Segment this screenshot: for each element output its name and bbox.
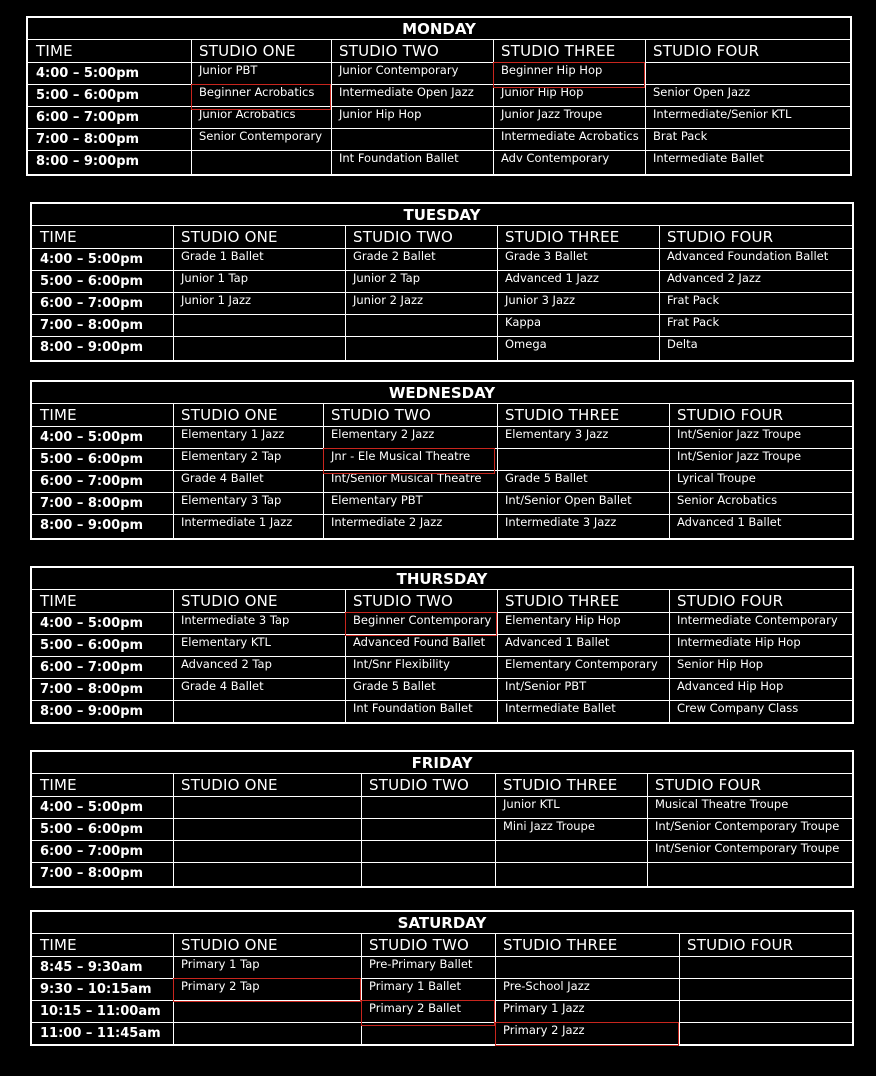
class-cell: Junior KTL	[503, 797, 560, 811]
class-cell: Pre-School Jazz	[503, 979, 590, 993]
time-slot: 8:00 – 9:00pm	[40, 340, 144, 355]
class-cell: Int/Snr Flexibility	[353, 657, 450, 671]
time-slot: 8:00 – 9:00pm	[36, 154, 140, 169]
column-divider	[497, 590, 498, 722]
class-cell: Junior Contemporary	[339, 63, 459, 77]
class-cell: Grade 4 Ballet	[181, 679, 264, 693]
column-header-time: TIME	[40, 776, 77, 794]
time-slot: 5:00 – 6:00pm	[36, 88, 140, 103]
highlight-outline	[191, 84, 331, 110]
column-header-studio-2: STUDIO TWO	[369, 936, 470, 954]
class-cell: Crew Company Class	[677, 701, 799, 715]
time-slot: 6:00 – 7:00pm	[40, 474, 144, 489]
time-slot: 7:00 – 8:00pm	[40, 318, 144, 333]
day-title: SATURDAY	[32, 912, 852, 934]
class-cell: Beginner Acrobatics	[199, 85, 315, 99]
class-cell: Mini Jazz Troupe	[503, 819, 595, 833]
highlight-outline	[345, 612, 497, 636]
class-cell: Advanced Hip Hop	[677, 679, 784, 693]
class-cell: Grade 1 Ballet	[181, 249, 264, 263]
highlight-outline	[493, 62, 645, 88]
day-table-monday	[26, 16, 852, 176]
class-cell: Beginner Contemporary	[353, 613, 492, 627]
time-slot: 7:00 – 8:00pm	[40, 866, 144, 881]
row-divider	[32, 314, 852, 315]
class-cell: Grade 2 Ballet	[353, 249, 436, 263]
class-cell: Elementary Hip Hop	[505, 613, 621, 627]
class-cell: Int/Senior Contemporary Troupe	[655, 819, 840, 833]
column-header-studio-3: STUDIO THREE	[503, 936, 618, 954]
column-header-time: TIME	[40, 592, 77, 610]
day-title: WEDNESDAY	[32, 382, 852, 404]
class-cell: Lyrical Troupe	[677, 471, 756, 485]
class-cell: Senior Hip Hop	[677, 657, 764, 671]
class-cell: Elementary 1 Jazz	[181, 427, 285, 441]
class-cell: Int/Senior PBT	[505, 679, 587, 693]
class-cell: Omega	[505, 337, 547, 351]
class-cell: Adv Contemporary	[501, 151, 610, 165]
class-cell: Junior Hip Hop	[501, 85, 584, 99]
column-header-studio-1: STUDIO ONE	[181, 406, 278, 424]
column-divider	[645, 40, 646, 174]
column-divider	[361, 774, 362, 886]
highlight-outline	[495, 1022, 679, 1046]
class-cell: Int/Senior Contemporary Troupe	[655, 841, 840, 855]
column-header-time: TIME	[36, 42, 73, 60]
time-slot: 6:00 – 7:00pm	[40, 660, 144, 675]
class-cell: Elementary 3 Tap	[181, 493, 282, 507]
time-slot: 5:00 – 6:00pm	[40, 638, 144, 653]
time-slot: 4:00 – 5:00pm	[40, 252, 144, 267]
column-divider	[173, 404, 174, 538]
class-cell: Grade 3 Ballet	[505, 249, 588, 263]
class-cell: Advanced 1 Jazz	[505, 271, 599, 285]
column-divider	[669, 404, 670, 538]
column-header-studio-3: STUDIO THREE	[505, 592, 620, 610]
class-cell: Elementary 2 Jazz	[331, 427, 435, 441]
column-divider	[173, 226, 174, 360]
column-divider	[331, 40, 332, 174]
row-divider	[32, 292, 852, 293]
class-cell: Senior Open Jazz	[653, 85, 751, 99]
column-header-studio-3: STUDIO THREE	[501, 42, 616, 60]
column-header-studio-4: STUDIO FOUR	[667, 228, 774, 246]
column-divider	[647, 774, 648, 886]
class-cell: Advanced 1 Ballet	[505, 635, 610, 649]
class-cell: Intermediate Open Jazz	[339, 85, 474, 99]
class-cell: Elementary 2 Tap	[181, 449, 282, 463]
class-cell: Int/Senior Jazz Troupe	[677, 449, 802, 463]
time-slot: 9:30 – 10:15am	[40, 982, 152, 997]
class-cell: Advanced Found Ballet	[353, 635, 486, 649]
class-cell: Intermediate 3 Tap	[181, 613, 290, 627]
column-header-time: TIME	[40, 936, 77, 954]
column-header-studio-1: STUDIO ONE	[181, 936, 278, 954]
day-table-tuesday	[30, 202, 854, 362]
class-cell: Primary 1 Tap	[181, 957, 260, 971]
class-cell: Junior 1 Tap	[181, 271, 249, 285]
class-cell: Jnr - Ele Musical Theatre	[331, 449, 471, 463]
class-cell: Advanced 2 Tap	[181, 657, 272, 671]
class-cell: Frat Pack	[667, 293, 720, 307]
class-cell: Intermediate/Senior KTL	[653, 107, 792, 121]
class-cell: Primary 2 Ballet	[369, 1001, 461, 1015]
row-divider	[32, 336, 852, 337]
column-divider	[669, 590, 670, 722]
time-slot: 4:00 – 5:00pm	[36, 66, 140, 81]
class-cell: Int Foundation Ballet	[339, 151, 459, 165]
class-cell: Intermediate Acrobatics	[501, 129, 639, 143]
column-header-studio-3: STUDIO THREE	[505, 228, 620, 246]
class-cell: Senior Acrobatics	[677, 493, 778, 507]
column-header-studio-2: STUDIO TWO	[353, 228, 454, 246]
class-cell: Int Foundation Ballet	[353, 701, 473, 715]
day-table-friday	[30, 750, 854, 888]
column-divider	[173, 774, 174, 886]
class-cell: Brat Pack	[653, 129, 708, 143]
class-cell: Junior 2 Jazz	[353, 293, 424, 307]
class-cell: Grade 5 Ballet	[505, 471, 588, 485]
day-table-thursday	[30, 566, 854, 724]
column-divider	[493, 40, 494, 174]
row-divider	[32, 862, 852, 863]
class-cell: Primary 2 Jazz	[503, 1023, 585, 1037]
column-header-studio-4: STUDIO FOUR	[655, 776, 762, 794]
column-header-studio-1: STUDIO ONE	[181, 592, 278, 610]
column-header-studio-4: STUDIO FOUR	[653, 42, 760, 60]
time-slot: 8:00 – 9:00pm	[40, 704, 144, 719]
class-cell: Elementary Contemporary	[505, 657, 658, 671]
class-cell: Musical Theatre Troupe	[655, 797, 789, 811]
class-cell: Junior Jazz Troupe	[501, 107, 603, 121]
time-slot: 5:00 – 6:00pm	[40, 274, 144, 289]
class-cell: Intermediate Ballet	[505, 701, 616, 715]
column-divider	[345, 226, 346, 360]
row-divider	[28, 128, 850, 129]
column-header-studio-4: STUDIO FOUR	[687, 936, 794, 954]
class-cell: Advanced Foundation Ballet	[667, 249, 829, 263]
class-cell: Int/Senior Open Ballet	[505, 493, 632, 507]
column-header-studio-4: STUDIO FOUR	[677, 592, 784, 610]
column-divider	[497, 226, 498, 360]
class-cell: Primary 2 Tap	[181, 979, 260, 993]
class-cell: Junior 1 Jazz	[181, 293, 252, 307]
class-cell: Elementary KTL	[181, 635, 271, 649]
column-header-studio-3: STUDIO THREE	[505, 406, 620, 424]
column-header-studio-1: STUDIO ONE	[181, 776, 278, 794]
class-cell: Junior PBT	[199, 63, 258, 77]
class-cell: Int/Senior Musical Theatre	[331, 471, 482, 485]
column-header-studio-2: STUDIO TWO	[339, 42, 440, 60]
day-title: TUESDAY	[32, 204, 852, 226]
time-slot: 6:00 – 7:00pm	[36, 110, 140, 125]
highlight-outline	[173, 978, 361, 1002]
time-slot: 4:00 – 5:00pm	[40, 430, 144, 445]
column-header-studio-3: STUDIO THREE	[503, 776, 618, 794]
time-slot: 8:45 – 9:30am	[40, 960, 143, 975]
column-divider	[345, 590, 346, 722]
class-cell: Intermediate 3 Jazz	[505, 515, 617, 529]
class-cell: Elementary 3 Jazz	[505, 427, 609, 441]
column-header-studio-4: STUDIO FOUR	[677, 406, 784, 424]
day-title: THURSDAY	[32, 568, 852, 590]
class-cell: Frat Pack	[667, 315, 720, 329]
time-slot: 11:00 – 11:45am	[40, 1026, 161, 1041]
class-cell: Intermediate Ballet	[653, 151, 764, 165]
time-slot: 4:00 – 5:00pm	[40, 800, 144, 815]
class-cell: Kappa	[505, 315, 542, 329]
time-slot: 10:15 – 11:00am	[40, 1004, 161, 1019]
highlight-outline	[361, 1000, 495, 1026]
column-header-studio-1: STUDIO ONE	[181, 228, 278, 246]
column-divider	[497, 404, 498, 538]
time-slot: 5:00 – 6:00pm	[40, 452, 144, 467]
time-slot: 8:00 – 9:00pm	[40, 518, 144, 533]
time-slot: 5:00 – 6:00pm	[40, 822, 144, 837]
time-slot: 7:00 – 8:00pm	[36, 132, 140, 147]
time-slot: 7:00 – 8:00pm	[40, 682, 144, 697]
time-slot: 6:00 – 7:00pm	[40, 296, 144, 311]
class-cell: Advanced 2 Jazz	[667, 271, 761, 285]
day-title: FRIDAY	[32, 752, 852, 774]
column-header-studio-2: STUDIO TWO	[353, 592, 454, 610]
class-cell: Intermediate Hip Hop	[677, 635, 801, 649]
time-slot: 4:00 – 5:00pm	[40, 616, 144, 631]
class-cell: Grade 4 Ballet	[181, 471, 264, 485]
class-cell: Senior Contemporary	[199, 129, 323, 143]
column-header-time: TIME	[40, 406, 77, 424]
time-slot: 7:00 – 8:00pm	[40, 496, 144, 511]
class-cell: Junior Hip Hop	[339, 107, 422, 121]
highlight-outline	[323, 448, 495, 474]
column-header-studio-1: STUDIO ONE	[199, 42, 296, 60]
column-divider	[659, 226, 660, 360]
class-cell: Intermediate Contemporary	[677, 613, 838, 627]
column-header-studio-2: STUDIO TWO	[369, 776, 470, 794]
column-divider	[173, 590, 174, 722]
class-cell: Delta	[667, 337, 698, 351]
class-cell: Int/Senior Jazz Troupe	[677, 427, 802, 441]
class-cell: Primary 1 Jazz	[503, 1001, 585, 1015]
column-header-time: TIME	[40, 228, 77, 246]
class-cell: Advanced 1 Ballet	[677, 515, 782, 529]
column-divider	[679, 934, 680, 1044]
class-cell: Junior 2 Tap	[353, 271, 421, 285]
column-header-studio-2: STUDIO TWO	[331, 406, 432, 424]
class-cell: Beginner Hip Hop	[501, 63, 603, 77]
class-cell: Primary 1 Ballet	[369, 979, 461, 993]
class-cell: Intermediate 1 Jazz	[181, 515, 293, 529]
class-cell: Grade 5 Ballet	[353, 679, 436, 693]
class-cell: Pre-Primary Ballet	[369, 957, 473, 971]
class-cell: Junior 3 Jazz	[505, 293, 576, 307]
column-divider	[361, 934, 362, 1044]
column-divider	[495, 774, 496, 886]
class-cell: Intermediate 2 Jazz	[331, 515, 443, 529]
day-title: MONDAY	[28, 18, 850, 40]
time-slot: 6:00 – 7:00pm	[40, 844, 144, 859]
class-cell: Junior Acrobatics	[199, 107, 296, 121]
class-cell: Elementary PBT	[331, 493, 423, 507]
